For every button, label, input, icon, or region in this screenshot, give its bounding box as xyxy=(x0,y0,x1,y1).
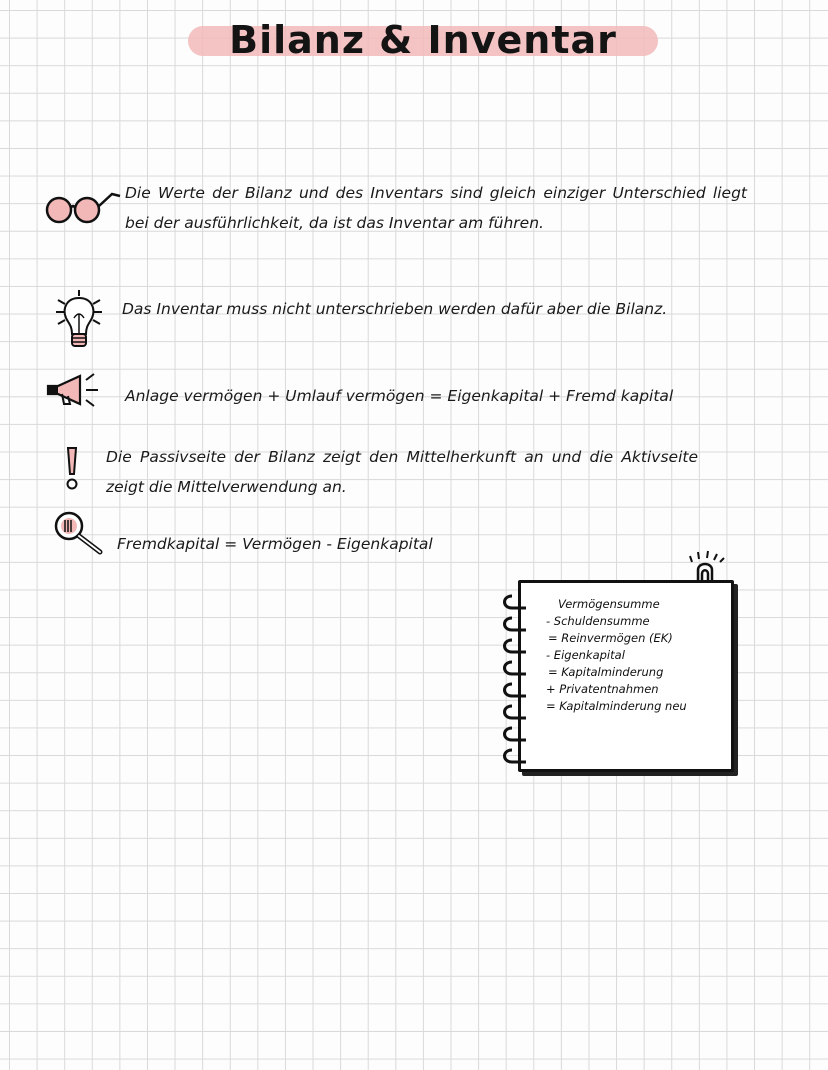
notebook-line: - Schuldensumme xyxy=(546,614,650,628)
note-text: Die Passivseite der Bilanz zeigt den Mittelherkunft an und die Aktivseite zeigt die Mittelverwendung an. xyxy=(106,448,698,496)
notebook-lines xyxy=(542,596,732,715)
notebook-line: = Kapitalminderung xyxy=(548,665,664,679)
note-text: Das Inventar muss nicht unterschrieben werden dafür aber die Bilanz. xyxy=(122,300,668,318)
note-text: Die Werte der Bilanz und des Inventars sind gleich einziger Unterschied liegt bei der ausführlichkeit, da ist das Inventar am führen. xyxy=(125,184,747,232)
notebook-line: + Privatentnahmen xyxy=(546,682,659,696)
notebook-line: = Kapitalminderung neu xyxy=(546,699,687,713)
page-title: Bilanz & Inventar xyxy=(229,18,617,62)
notebook-line: - Eigenkapital xyxy=(546,648,625,662)
notebook-line: = Reinvermögen (EK) xyxy=(548,631,673,645)
spiral-binding-icon xyxy=(500,588,530,766)
title-banner xyxy=(188,16,658,64)
notebook-line: Vermögensumme xyxy=(558,597,660,611)
note-text: Anlage vermögen + Umlauf vermögen = Eigenkapital + Fremd kapital xyxy=(125,387,674,405)
glasses-icon xyxy=(42,186,122,226)
magnifier-icon xyxy=(52,510,108,558)
lightbulb-icon xyxy=(44,288,114,356)
note-text: Fremdkapital = Vermögen - Eigenkapital xyxy=(117,535,433,553)
exclamation-icon xyxy=(60,444,84,492)
megaphone-icon xyxy=(44,372,106,408)
